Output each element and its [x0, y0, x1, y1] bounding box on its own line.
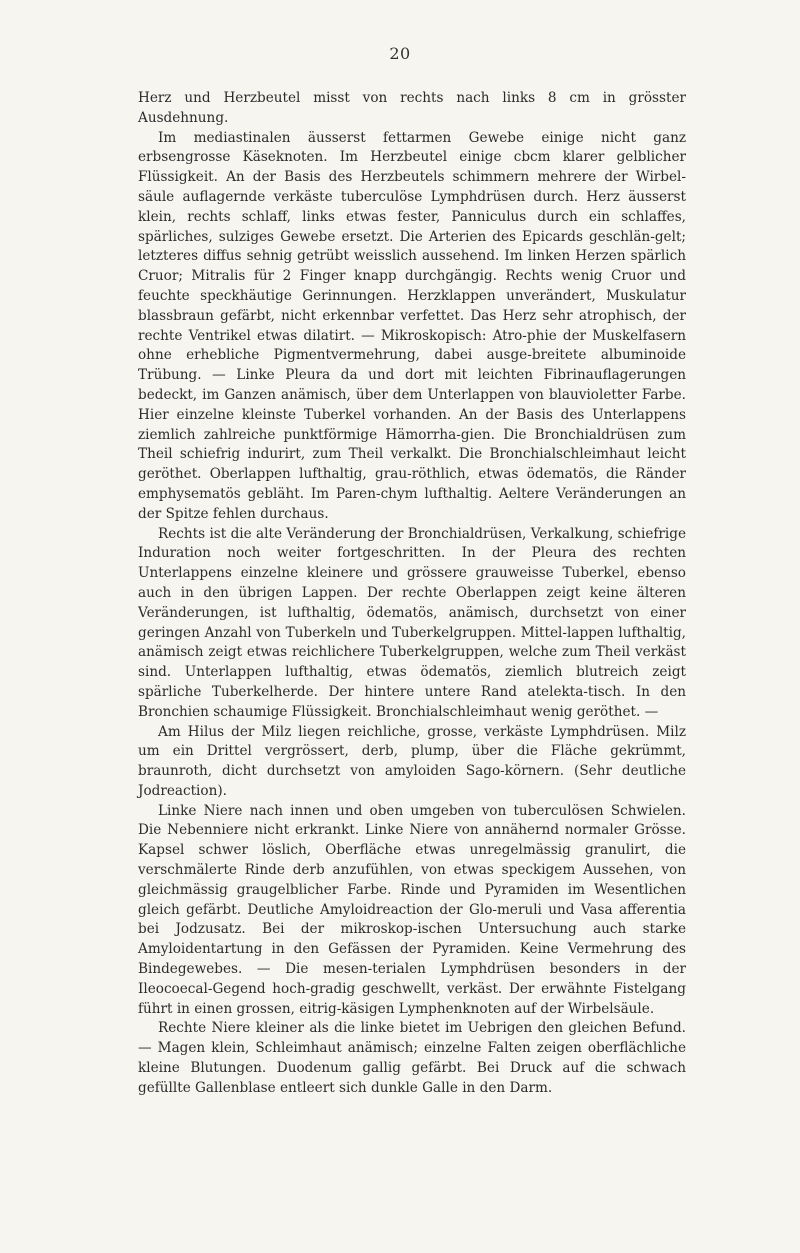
paragraph: Linke Niere nach innen und oben umgeben von tuberculösen Schwielen. Die Nebenniere nicht erkrankt. Linke Niere von annähernd normaler Grösse. Kapsel schwer löslich, Oberfläche etwas unregelmässig granulirt, die verschmälerte Rinde derb anzufühlen, von etwas speckigem Aussehen, von gleichmässig graugelblicher Farbe. Rinde und Pyramiden im Wesentlichen gleich gefärbt. Deutliche Amyloidreaction der Glo-meruli und Vasa afferentia bei Jodzusatz. Bei der mikroskop-ischen Untersuchung auch starke Amyloidentartung in den Gefässen der Pyramiden. Keine Vermehrung des Bindegewebes. — Die mesen-terialen Lymphdrüsen besonders in der Ileocoecal-Gegend hoch-gradig geschwellt, verkäst. Der erwähnte Fistelgang führt in einen grossen, eitrig-käsigen Lymphenknoten auf der Wirbelsäule.: [138, 802, 686, 1017]
paragraph: Herz und Herzbeutel misst von rechts nach links 8 cm in grösster Ausdehnung.: [138, 90, 686, 126]
paragraph: Rechts ist die alte Veränderung der Bronchialdrüsen, Verkalkung, schiefrige Induration noch weiter fortgeschritten. In der Pleura des rechten Unterlappens einzelne kleinere und grössere grauweisse Tuberkel, ebenso auch in den übrigen Lappen. Der rechte Oberlappen zeigt keine älteren Veränderungen, ist lufthaltig, ödematös, anämisch, durchsetzt von einer geringen Anzahl von Tuberkeln und Tuberkelgruppen. Mittel-lappen lufthaltig, anämisch zeigt etwas reichlichere Tuberkelgruppen, welche zum Theil verkäst sind. Unterlappen lufthaltig, etwas ödematös, ziemlich blutreich zeigt spärliche Tuberkelherde. Der hintere untere Rand atelekta-tisch. In den Bronchien schaumige Flüssigkeit. Bronchialschleimhaut wenig geröthet. —: [138, 525, 686, 720]
page-number: 20: [389, 44, 411, 63]
paragraph: Im mediastinalen äusserst fettarmen Gewebe einige nicht ganz erbsengrosse Käseknoten. Im Herzbeutel einige cbcm klarer gelblicher Flüssigkeit. An der Basis des Herzbeutels schimmern mehrere der Wirbel-säule auflagernde verkäste tuberculöse Lymphdrüsen durch. Herz äusserst klein, rechts schlaff, links etwas fester, Panniculus durch ein schlaffes, spärliches, sulziges Gewebe ersetzt. Die Arterien des Epicards geschlän-gelt; letzteres diffus sehnig getrübt weisslich aussehend. Im linken Herzen spärlich Cruor; Mitralis für 2 Finger knapp durchgängig. Rechts wenig Cruor und feuchte speckhäutige Gerinnungen. Herzklappen unverändert, Muskulatur blassbraun gefärbt, nicht erkennbar verfettet. Das Herz sehr atrophisch, der rechte Ventrikel etwas dilatirt. — Mikroskopisch: Atro-phie der Muskelfasern ohne erhebliche Pigmentvermehrung, dabei ausge-breitete albuminoide Trübung. — Linke Pleura da und dort mit leichten Fibrinauflagerungen bedeckt, im Ganzen anämisch, über dem Unterlappen von blauvioletter Farbe. Hier einzelne kleinste Tuberkel vorhanden. An der Basis des Unterlappens ziemlich zahlreiche punktförmige Hämorrha-gien. Die Bronchialdrüsen zum Theil schiefrig indurirt, zum Theil verkalkt. Die Bronchialschleimhaut leicht geröthet. Oberlappen lufthaltig, grau-röthlich, etwas ödematös, die Ränder emphysematös gebläht. Im Paren-chym lufthaltig. Aeltere Veränderungen an der Spitze fehlen durchaus.: [138, 129, 686, 522]
paragraph: Am Hilus der Milz liegen reichliche, grosse, verkäste Lymphdrüsen. Milz um ein Drittel vergrössert, derb, plump, über die Fläche gekrümmt, braunroth, dicht durchsetzt von amyloiden Sago-körnern. (Sehr deutliche Jodreaction).: [138, 723, 686, 799]
body-text: [138, 89, 686, 1099]
paragraph: Rechte Niere kleiner als die linke bietet im Uebrigen den gleichen Befund. — Magen klein, Schleimhaut anämisch; einzelne Falten zeigen oberflächliche kleine Blutungen. Duodenum gallig gefärbt. Bei Druck auf die schwach gefüllte Gallenblase entleert sich dunkle Galle in den Darm.: [138, 1020, 686, 1096]
